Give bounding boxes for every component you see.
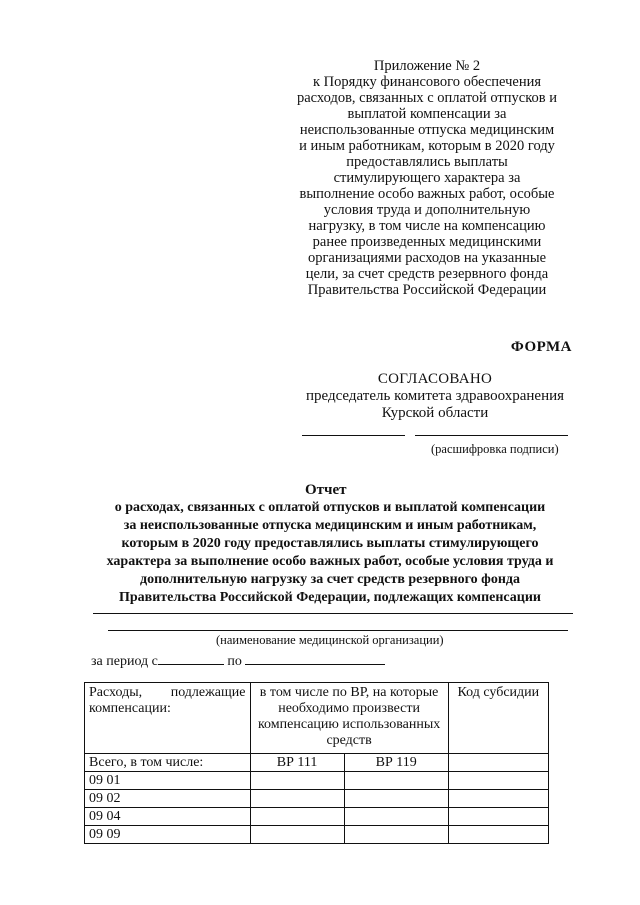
- appendix-line: нагрузку, в том числе на компенсацию: [308, 218, 546, 234]
- appendix-line: выполнение особо важных работ, особые: [299, 186, 555, 202]
- table-cell[interactable]: [448, 772, 548, 790]
- table-cell[interactable]: [448, 826, 548, 844]
- approval-position: председатель комитета здравоохранения: [305, 388, 565, 404]
- vr-111-header: ВР 111: [250, 754, 344, 772]
- table-cell[interactable]: [448, 808, 548, 826]
- report-subtitle-line: Правительства Российской Федерации, подлежащих компенсации: [119, 590, 541, 605]
- appendix-line: организациями расходов на указанные: [307, 250, 547, 266]
- report-subtitle-line: характера за выполнение особо важных работ, особые условия труда и: [106, 554, 554, 569]
- table-cell[interactable]: [250, 808, 344, 826]
- table-cell[interactable]: [250, 826, 344, 844]
- row-code: 09 04: [85, 808, 251, 826]
- table-row: [85, 772, 549, 790]
- table-cell[interactable]: [250, 790, 344, 808]
- header-including: в том числе по ВР, на которые необходимо произвести компенсацию использованных средств: [250, 683, 448, 754]
- appendix-line: ранее произведенных медицинскими: [312, 234, 542, 250]
- period-middle: по: [227, 654, 242, 669]
- total-label: Всего, в том числе:: [85, 754, 251, 772]
- header-code: Код субсидии: [448, 683, 548, 754]
- signature-line[interactable]: [302, 435, 405, 436]
- period-row: [91, 651, 385, 670]
- report-subtitle-line: дополнительную нагрузку за счет средств резервного фонда: [140, 572, 520, 587]
- table-cell[interactable]: [448, 754, 548, 772]
- appendix-line: расходов, связанных с оплатой отпусков и: [296, 90, 558, 106]
- organization-caption: (наименование медицинской организации): [216, 633, 444, 647]
- table-header-row: [85, 683, 549, 754]
- table-cell[interactable]: [344, 826, 448, 844]
- signature-caption: (расшифровка подписи): [431, 442, 559, 456]
- organization-name-line[interactable]: [93, 613, 573, 614]
- row-code: 09 02: [85, 790, 251, 808]
- report-subtitle: [80, 499, 580, 607]
- header-expenses: Расходы, подлежащие компенсации:: [85, 683, 251, 754]
- appendix-line: Правительства Российской Федерации: [307, 282, 547, 298]
- appendix-line: неиспользованные отпуска медицинским: [299, 122, 555, 138]
- report-subtitle-line: за неиспользованные отпуска медицинским и иным работникам,: [123, 518, 537, 533]
- table-cell[interactable]: [344, 790, 448, 808]
- approval-region: Курской области: [381, 405, 489, 421]
- compensation-table: [84, 682, 549, 844]
- table-cell[interactable]: [448, 790, 548, 808]
- appendix-reference: [287, 58, 567, 298]
- vr-119-header: ВР 119: [344, 754, 448, 772]
- approval-heading: СОГЛАСОВАНО: [377, 371, 493, 387]
- appendix-line: выплатой компенсации за: [347, 106, 507, 122]
- period-prefix: за период с: [91, 654, 158, 669]
- appendix-line: Приложение № 2: [373, 58, 481, 74]
- signature-name-line[interactable]: [415, 435, 568, 436]
- table-cell[interactable]: [344, 772, 448, 790]
- period-end-field[interactable]: [245, 651, 385, 665]
- approval-block: [300, 371, 570, 422]
- table-row: [85, 808, 549, 826]
- table-row: [85, 826, 549, 844]
- table-cell[interactable]: [250, 772, 344, 790]
- table-row: [85, 790, 549, 808]
- appendix-line: и иным работникам, которым в 2020 году: [299, 138, 555, 154]
- report-subtitle-line: о расходах, связанных с оплатой отпусков и выплатой компенсации: [114, 500, 546, 515]
- appendix-line: к Порядку финансового обеспечения: [312, 74, 542, 90]
- period-start-field[interactable]: [158, 651, 224, 665]
- appendix-line: условия труда и дополнительную: [323, 202, 531, 218]
- appendix-line: предоставлялись выплаты: [346, 154, 508, 170]
- organization-name-line-2[interactable]: [108, 630, 568, 631]
- report-title: Отчет: [305, 482, 347, 498]
- row-code: 09 01: [85, 772, 251, 790]
- appendix-line: цели, за счет средств резервного фонда: [305, 266, 549, 282]
- table-cell[interactable]: [344, 808, 448, 826]
- table-row: [85, 754, 549, 772]
- form-label: ФОРМА: [510, 339, 572, 355]
- appendix-line: стимулирующего характера за: [333, 170, 521, 186]
- report-subtitle-line: которым в 2020 году предоставлялись выплаты стимулирующего: [121, 536, 539, 551]
- row-code: 09 09: [85, 826, 251, 844]
